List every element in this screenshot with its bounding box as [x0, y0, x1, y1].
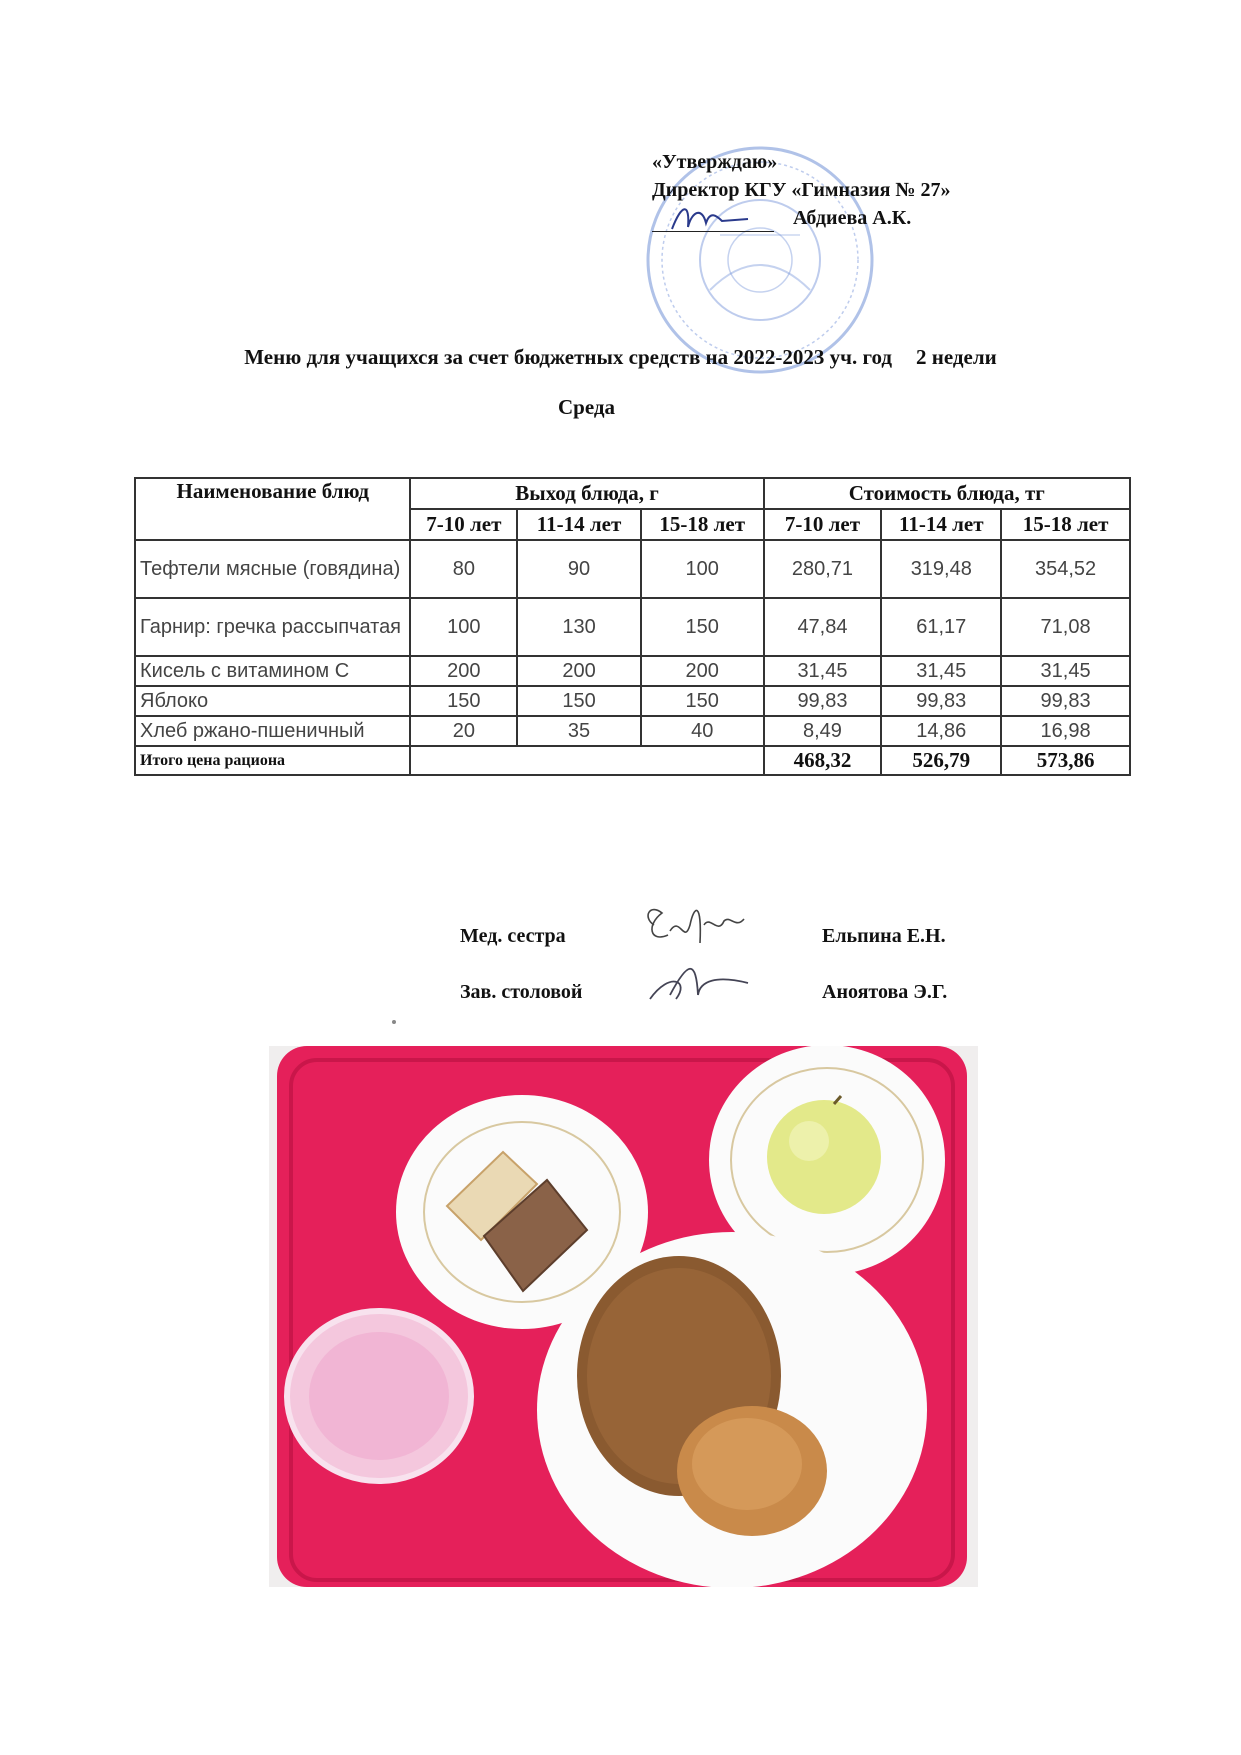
total-cost: 573,86 [1001, 746, 1130, 775]
dish-name: Гарнир: гречка рассыпчатая [135, 598, 410, 656]
meal-photo [269, 1046, 978, 1587]
cost-cell: 8,49 [764, 716, 882, 746]
approval-position: Директор КГУ «Гимназия № 27» [652, 179, 951, 201]
total-label: Итого цена рациона [135, 746, 410, 775]
cost-cell: 354,52 [1001, 540, 1130, 598]
signer-row [460, 981, 980, 1037]
cost-cell: 47,84 [764, 598, 882, 656]
title-week: 2 недели [916, 345, 997, 369]
menu-table [134, 477, 1131, 776]
signer-role: Мед. сестра [460, 925, 566, 947]
cost-cell: 16,98 [1001, 716, 1130, 746]
table-row [135, 716, 1130, 746]
cost-cell: 31,45 [1001, 656, 1130, 686]
yield-cell: 150 [641, 686, 764, 716]
document-title [0, 345, 1241, 370]
dish-name: Яблоко [135, 686, 410, 716]
dish-name: Кисель с витамином С [135, 656, 410, 686]
total-empty-cell [410, 746, 763, 775]
yield-cell: 80 [410, 540, 517, 598]
signer-name: Аноятова Э.Г. [822, 981, 948, 1003]
yield-cell: 90 [517, 540, 641, 598]
weekday-label: Среда [558, 395, 616, 419]
dish-name: Тефтели мясные (говядина) [135, 540, 410, 598]
yield-cell: 40 [641, 716, 764, 746]
yield-cell: 130 [517, 598, 641, 656]
cost-cell: 31,45 [764, 656, 882, 686]
cost-cell: 99,83 [1001, 686, 1130, 716]
director-signature [652, 211, 774, 232]
yield-cell: 100 [641, 540, 764, 598]
yield-cell: 150 [517, 686, 641, 716]
title-main: Меню для учащихся за счет бюджетных средств на 2022-2023 уч. год [244, 345, 893, 369]
director-name: Абдиева А.К. [793, 207, 912, 229]
signer-role: Зав. столовой [460, 981, 583, 1003]
total-row [135, 746, 1130, 775]
kissel-glass [287, 1311, 471, 1481]
header-yield-age-1: 7-10 лет [410, 509, 517, 540]
approval-signature-row [652, 204, 951, 232]
cost-cell: 280,71 [764, 540, 882, 598]
header-cost: Стоимость блюда, тг [764, 478, 1130, 509]
cost-cell: 31,45 [881, 656, 1001, 686]
canteen-head-signature [640, 951, 760, 1011]
yield-cell: 200 [641, 656, 764, 686]
total-cost: 468,32 [764, 746, 882, 775]
speck [392, 1020, 396, 1024]
table-row [135, 598, 1130, 656]
yield-cell: 150 [641, 598, 764, 656]
approval-block [652, 148, 951, 232]
header-cost-age-1: 7-10 лет [764, 509, 882, 540]
signer-name: Ельпина Е.Н. [822, 925, 946, 947]
yield-cell: 150 [410, 686, 517, 716]
cost-cell: 14,86 [881, 716, 1001, 746]
main-plate [537, 1232, 927, 1587]
total-cost: 526,79 [881, 746, 1001, 775]
table-row [135, 540, 1130, 598]
cost-cell: 71,08 [1001, 598, 1130, 656]
cost-cell: 99,83 [764, 686, 882, 716]
header-yield-age-3: 15-18 лет [641, 509, 764, 540]
nurse-signature [640, 895, 760, 955]
yield-cell: 20 [410, 716, 517, 746]
yield-cell: 100 [410, 598, 517, 656]
header-dish-name: Наименование блюд [135, 478, 410, 540]
header-yield: Выход блюда, г [410, 478, 763, 509]
header-yield-age-2: 11-14 лет [517, 509, 641, 540]
table-row [135, 656, 1130, 686]
cost-cell: 319,48 [881, 540, 1001, 598]
dish-name: Хлеб ржано-пшеничный [135, 716, 410, 746]
yield-cell: 200 [517, 656, 641, 686]
cost-cell: 99,83 [881, 686, 1001, 716]
cost-cell: 61,17 [881, 598, 1001, 656]
table-row [135, 686, 1130, 716]
yield-cell: 35 [517, 716, 641, 746]
yield-cell: 200 [410, 656, 517, 686]
signatures-block [460, 925, 980, 1037]
header-cost-age-3: 15-18 лет [1001, 509, 1130, 540]
header-cost-age-2: 11-14 лет [881, 509, 1001, 540]
approval-title: «Утверждаю» [652, 151, 778, 173]
